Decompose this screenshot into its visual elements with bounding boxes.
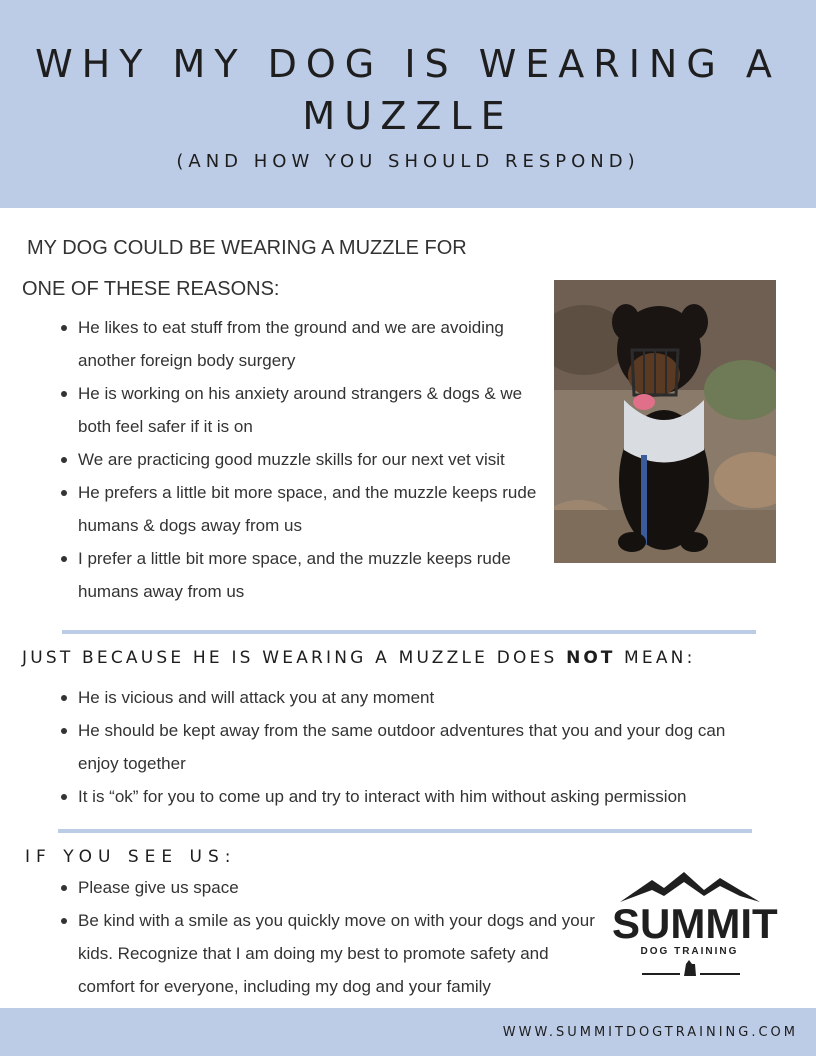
list-item-text: We are practicing good muzzle skills for our next vet visit xyxy=(78,450,505,469)
page-title-line-1: WHY MY DOG IS WEARING A xyxy=(35,42,781,86)
summit-logo xyxy=(612,866,778,978)
reasons-intro-line-1: MY DOG COULD BE WEARING A MUZZLE FOR xyxy=(27,237,467,259)
bullet-dot xyxy=(61,885,67,891)
not-mean-heading-emphasis: NOT xyxy=(566,648,616,668)
bullet-dot xyxy=(61,457,67,463)
dog-silhouette-icon xyxy=(612,958,767,978)
list-item-text: He is vicious and will attack you at any moment xyxy=(78,688,435,707)
footer-website-link[interactable]: WWW.SUMMITDOGTRAINING.COM xyxy=(502,1025,798,1040)
not-mean-list xyxy=(78,681,758,813)
list-item xyxy=(78,476,538,542)
list-item xyxy=(78,681,758,714)
bullet-dot xyxy=(61,490,67,496)
bullet-dot xyxy=(61,556,67,562)
if-you-see-heading: IF YOU SEE US: xyxy=(25,847,237,867)
dog-photo-image xyxy=(554,280,776,563)
list-item-text: He should be kept away from the same outdoor adventures that you and your dog can enjoy together xyxy=(78,721,726,773)
list-item-text: It is “ok” for you to come up and try to interact with him without asking permission xyxy=(78,787,687,806)
dog-photo xyxy=(554,280,776,563)
bullet-dot xyxy=(61,918,67,924)
logo-wordmark: SUMMIT xyxy=(612,900,778,947)
list-item-text: He is working on his anxiety around strangers & dogs & we both feel safer if it is on xyxy=(78,384,523,436)
logo-tagline: DOG TRAINING xyxy=(640,946,739,957)
reasons-intro-line-2: ONE OF THESE REASONS: xyxy=(22,278,280,300)
bullet-dot xyxy=(61,695,67,701)
list-item xyxy=(78,904,598,1003)
list-item xyxy=(78,377,538,443)
list-item-text: Please give us space xyxy=(78,878,239,897)
not-mean-heading-end: MEAN: xyxy=(615,648,696,668)
bullet-dot xyxy=(61,391,67,397)
bullet-dot xyxy=(61,325,67,331)
page-title-line-2: MUZZLE xyxy=(302,94,514,138)
list-item xyxy=(78,871,598,904)
not-mean-heading xyxy=(22,648,696,668)
section-divider xyxy=(62,630,756,634)
bullet-dot xyxy=(61,728,67,734)
list-item xyxy=(78,542,538,608)
list-item-text: He likes to eat stuff from the ground and we are avoiding another foreign body surgery xyxy=(78,318,504,370)
page-subtitle: (AND HOW YOU SHOULD RESPOND) xyxy=(176,151,640,172)
if-you-see-list xyxy=(78,871,598,1003)
list-item-text: I prefer a little bit more space, and the muzzle keeps rude humans away from us xyxy=(78,549,511,601)
reasons-list xyxy=(78,311,538,608)
list-item-text: Be kind with a smile as you quickly move on with your dogs and your kids. Recognize that I am doing my best to promote safety and comfort for everyone, including my dog and your family xyxy=(78,911,595,996)
list-item xyxy=(78,311,538,377)
bullet-dot xyxy=(61,794,67,800)
section-divider xyxy=(58,829,752,833)
page-title xyxy=(0,38,816,142)
list-item-text: He prefers a little bit more space, and the muzzle keeps rude humans & dogs away from us xyxy=(78,483,537,535)
list-item xyxy=(78,443,538,476)
not-mean-heading-start: JUST BECAUSE HE IS WEARING A MUZZLE DOES xyxy=(22,648,567,668)
list-item xyxy=(78,780,758,813)
list-item xyxy=(78,714,758,780)
